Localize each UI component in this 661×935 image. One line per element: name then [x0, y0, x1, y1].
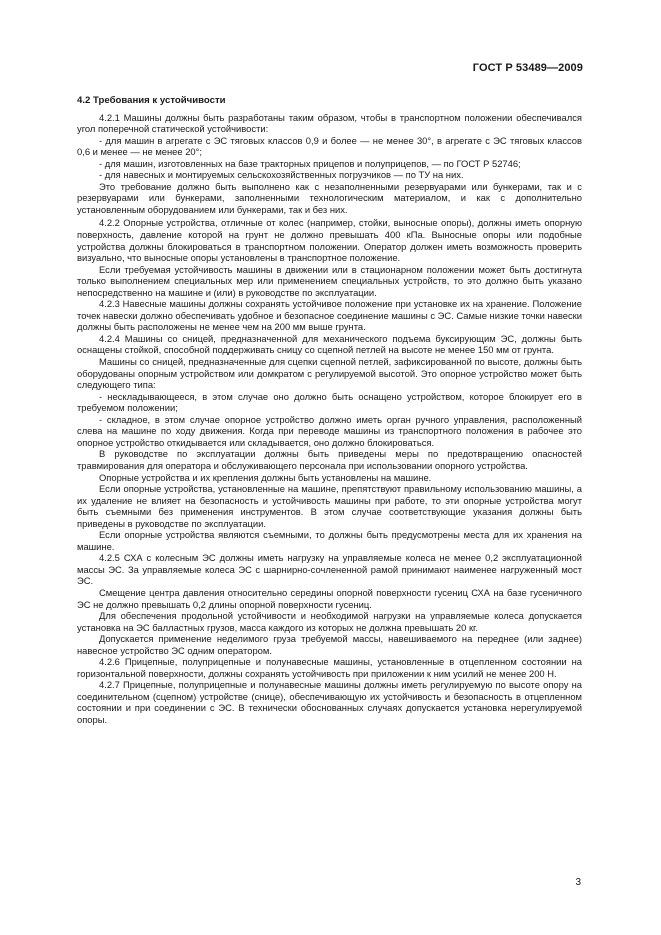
paragraph: 4.2.2 Опорные устройства, отличные от колес (например, стойки, выносные опоры), должны иметь опорную поверхность, давление которой на грунт не должно превышать 400 кПа. Выносные опоры или подобные устройства должны блокироваться в транспортном положении. Оператор должен иметь возможность проверить визуально, что выносные опоры установлены в транспортное положение. [77, 217, 582, 264]
paragraph: Если опорные устройства являются съемными, то должны быть предусмотрены места для их хранения на машине. [77, 529, 582, 552]
paragraph: 4.2.6 Прицепные, полуприцепные и полунавесные машины, установленные в отцепленном состоянии на горизонтальной поверхности, должны сохранять устойчивость при приложении к ним усилий не менее 200 Н. [77, 656, 582, 679]
paragraph: 4.2.3 Навесные машины должны сохранять устойчивое положение при установке их на хранение. Положение точек навески должно обеспечивать удобное и безопасное соединение машины с ЭС. Самые низкие точки навески должны быть расположены не менее чем на 200 мм выше грунта. [77, 298, 582, 333]
document-id: ГОСТ Р 53489—2009 [472, 62, 583, 74]
paragraph: Машины со сницей, предназначенные для сцепки сцепной петлей, зафиксированной по высоте, должны быть оборудованы опорным устройством или домкратом с регулируемой высотой. Это опорное устройство может быть следующего типа: [77, 356, 582, 391]
list-item: - для машин в агрегате с ЭС тяговых классов 0,9 и более — не менее 30°, в агрегате с ЭС тяговых классов 0,6 и менее — не менее 20°; [77, 134, 582, 158]
list-item: - складное, в этом случае опорное устройство должно иметь орган ручного управления, расположенный слева на машине по ходу движения. Когда при переводе машины из транспортного положения в рабочее это опорное устройство откидывается или складывается, оно должно блокироваться. [77, 413, 582, 448]
paragraph: Допускается применение неделимого груза требуемой массы, навешиваемого на переднее (или заднее) навесное устройство ЭС одним оператором. [77, 633, 582, 656]
paragraph: Опорные устройства и их крепления должны быть установлены на машине. [99, 471, 432, 483]
paragraph: В руководстве по эксплуатации должны быть приведены меры по предотвращению опасностей травмирования для оператора и обслуживающего персонала при использовании опорного устройства. [77, 448, 582, 471]
paragraph: Для обеспечения продольной устойчивости и необходимой нагрузки на управляемые колеса допускается установка на ЭС балластных грузов, масса каждого из которых не должна превышать 20 кг. [77, 610, 582, 633]
paragraph: 4.2.7 Прицепные, полуприцепные и полунавесные машины должны иметь регулируемую по высоте опору на соединительном (сцепном) устройстве (снице), обеспечивающую их устойчивость и безопасность в отцепленном состоянии и при соединении с ЭС. В технически обоснованных случаях допускается установка нерегулируемой опоры. [77, 679, 582, 725]
paragraph: Если опорные устройства, установленные на машине, препятствуют правильному использованию машины, а их удаление не влияет на безопасность и устойчивость машины при работе, то эти опорные устройства могут быть съемными без применения инструментов. В этом случае соответствующие указания должны быть приведены в руководстве по эксплуатации. [77, 483, 582, 529]
document-body [77, 95, 582, 726]
paragraph: 4.2.1 Машины должны быть разработаны таким образом, чтобы в транспортном положении обеспечивался угол поперечной статической устойчивости: [77, 111, 582, 135]
paragraph: 4.2.5 СХА с колесным ЭС должны иметь нагрузку на управляемые колеса не менее 0,2 эксплуатационной массы ЭС. За управляемые колеса ЭС с шарнирно-сочлененной рамой принимают наименее нагруженный мост ЭС. [77, 552, 582, 587]
list-item: - нескладывающееся, в этом случае оно должно быть оснащено устройством, которое блокирует его в требуемом положении; [77, 390, 582, 414]
list-item: - для машин, изготовленных на базе тракторных прицепов и полуприцепов, — по ГОСТ Р 52746; [99, 157, 521, 169]
list-item: - для навесных и монтируемых сельскохозяйственных погрузчиков — по ТУ на них. [99, 169, 464, 181]
paragraph: Это требование должно быть выполнено как с незаполненными резервуарами или бункерами, так и с резервуарами или бункерами, заполненными технологическим материалом, и как с дополнительно установленным оборудованием или бункерами, так и без них. [77, 180, 582, 215]
paragraph: Смещение центра давления относительно середины опорной поверхности гусениц СХА на базе гусеничного ЭС не должно превышать 0,2 длины опорной поверхности гусениц. [77, 586, 582, 610]
paragraph: Если требуемая устойчивость машины в движении или в стационарном положении может быть достигнута только выполнением специальных мер или применением специальных устройств, то это должно быть указано непосредственно на машине и (или) в руководстве по эксплуатации. [77, 263, 582, 298]
page-number: 3 [575, 877, 581, 888]
section-title: 4.2 Требования к устойчивости [77, 95, 226, 106]
paragraph: 4.2.4 Машины со сницей, предназначенной для механического подъема буксирующим ЭС, должны быть оснащены стойкой, способной поддерживать сницу со сцепной петлей на высоте не менее 150 мм от грунта. [77, 332, 582, 356]
